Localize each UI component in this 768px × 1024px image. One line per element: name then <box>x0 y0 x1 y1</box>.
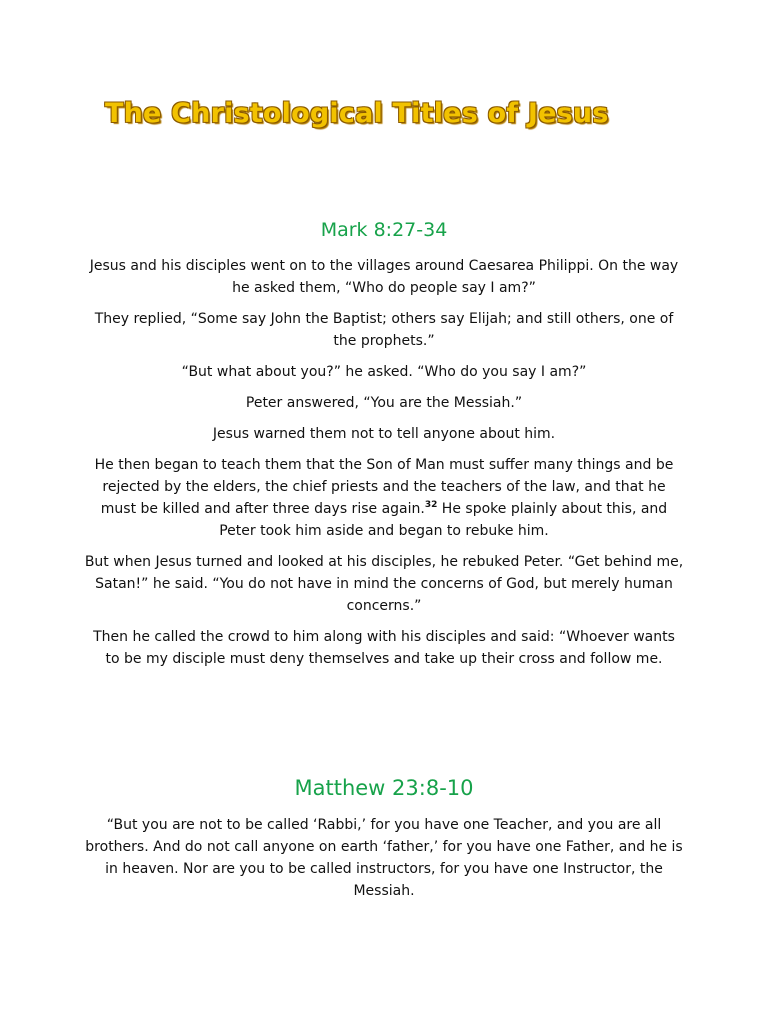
section-mark <box>84 219 684 679</box>
paragraph: They replied, “Some say John the Baptist; others say Elijah; and still others, one of the prophets.” <box>94 311 674 349</box>
paragraph-text: He then began to teach them that the Son of Man must suffer many things and be rejected by the elders, the chief priests and the teachers of the law, and that he must be killed and after three days rise again. <box>94 457 674 517</box>
paragraph <box>84 454 684 542</box>
section-matthew <box>84 776 684 911</box>
paragraph: Jesus and his disciples went on to the villages around Caesarea Philippi. On the way he asked them, “Who do people say I am?” <box>89 258 679 296</box>
page-title: The Christological Titles of Jesus <box>105 98 609 129</box>
paragraph: But when Jesus turned and looked at his disciples, he rebuked Peter. “Get behind me, Satan!” he said. “You do not have in mind the concerns of God, but merely human concerns.” <box>84 554 684 614</box>
paragraph: “But what about you?” he asked. “Who do you say I am?” <box>181 364 587 380</box>
paragraph: Peter answered, “You are the Messiah.” <box>245 395 523 411</box>
paragraph-text: He spoke plainly about this, and Peter took him aside and began to rebuke him. <box>219 501 668 539</box>
paragraph: “But you are not to be called ‘Rabbi,’ for you have one Teacher, and you are all brothers. And do not call anyone on earth ‘father,’ for you have one Father, and he is in heaven. Nor are you to be called instructors, for you have one Instructor, the Messiah. <box>85 817 683 899</box>
paragraph: Then he called the crowd to him along with his disciples and said: “Whoever wants to be my disciple must deny themselves and take up their cross and follow me. <box>93 629 675 667</box>
paragraph: Jesus warned them not to tell anyone about him. <box>212 426 556 442</box>
section-heading: Matthew 23:8-10 <box>294 776 474 800</box>
verse-number: 32 <box>424 500 438 510</box>
section-heading: Mark 8:27-34 <box>320 219 448 241</box>
